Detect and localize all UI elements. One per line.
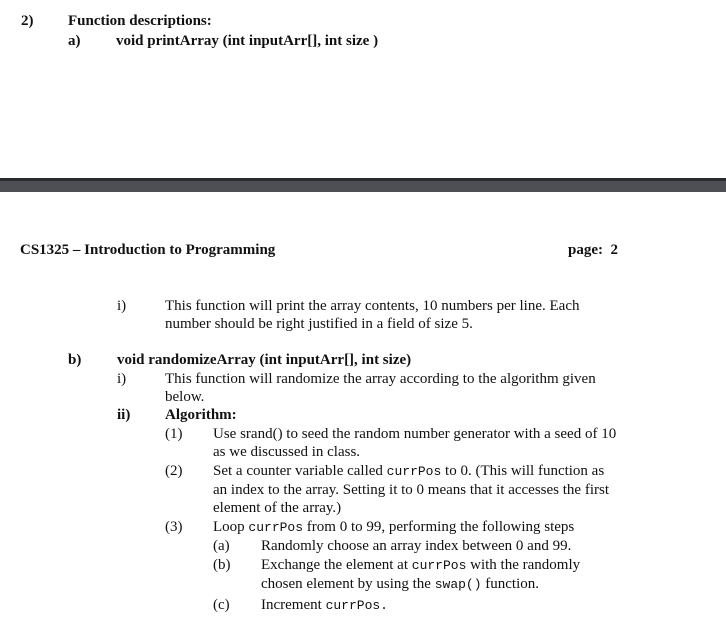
item-a-desc-line-2: number should be right justified in a field of size 5. [165, 316, 473, 332]
substep-b-line-1: Exchange the element at currPos with the randomly [261, 557, 581, 573]
item-b-desc-line-1: This function will randomize the array according to the algorithm given [165, 371, 596, 387]
substep-c-text: Increment currPos. [261, 597, 388, 613]
step-3-marker: (3) [165, 519, 183, 535]
substep-b-line-2: chosen element by using the swap() function. [261, 576, 540, 592]
item-b-desc-line-2: below. [165, 389, 205, 405]
code-currpos: currPos [386, 464, 442, 479]
page-label: page: 2 [568, 242, 618, 258]
step-2-line-3: element of the array.) [213, 500, 342, 516]
substep-a-marker: (a) [213, 538, 230, 554]
page-break-edge [0, 178, 726, 181]
item-a-desc-marker: i) [117, 298, 127, 314]
course-title: CS1325 – Introduction to Programming [20, 242, 276, 258]
substep-c-marker: (c) [213, 597, 230, 613]
step-2-marker: (2) [165, 463, 183, 479]
algorithm-marker: ii) [117, 407, 131, 423]
item-b-desc-marker: i) [117, 371, 127, 387]
item-b-marker: b) [68, 352, 82, 368]
algorithm-title: Algorithm: [165, 407, 237, 423]
item-a-desc-line-1: This function will print the array contents, 10 numbers per line. Each [165, 298, 580, 314]
section-title: Function descriptions: [68, 13, 212, 29]
code-currpos: currPos. [325, 598, 388, 613]
step-1-marker: (1) [165, 426, 183, 442]
step-1-line-1: Use srand() to seed the random number generator with a seed of 10 [213, 426, 617, 442]
item-b-signature: void randomizeArray (int inputArr[], int size) [117, 352, 412, 368]
step-2-line-1: Set a counter variable called currPos to 0. (This will function as [213, 463, 605, 479]
item-a-signature: void printArray (int inputArr[], int size ) [116, 33, 379, 49]
step-1-line-2: as we discussed in class. [213, 444, 361, 460]
code-currpos: currPos [248, 520, 304, 535]
section-number: 2) [21, 13, 34, 29]
item-a-marker: a) [68, 33, 81, 49]
substep-b-marker: (b) [213, 557, 231, 573]
code-currpos: currPos [411, 558, 467, 573]
step-2-line-2: an index to the array. Setting it to 0 means that it accesses the first [213, 482, 609, 498]
code-swap: swap() [434, 577, 482, 592]
step-3-line-1: Loop currPos from 0 to 99, performing the following steps [213, 519, 575, 535]
substep-a-text: Randomly choose an array index between 0 and 99. [261, 538, 572, 554]
